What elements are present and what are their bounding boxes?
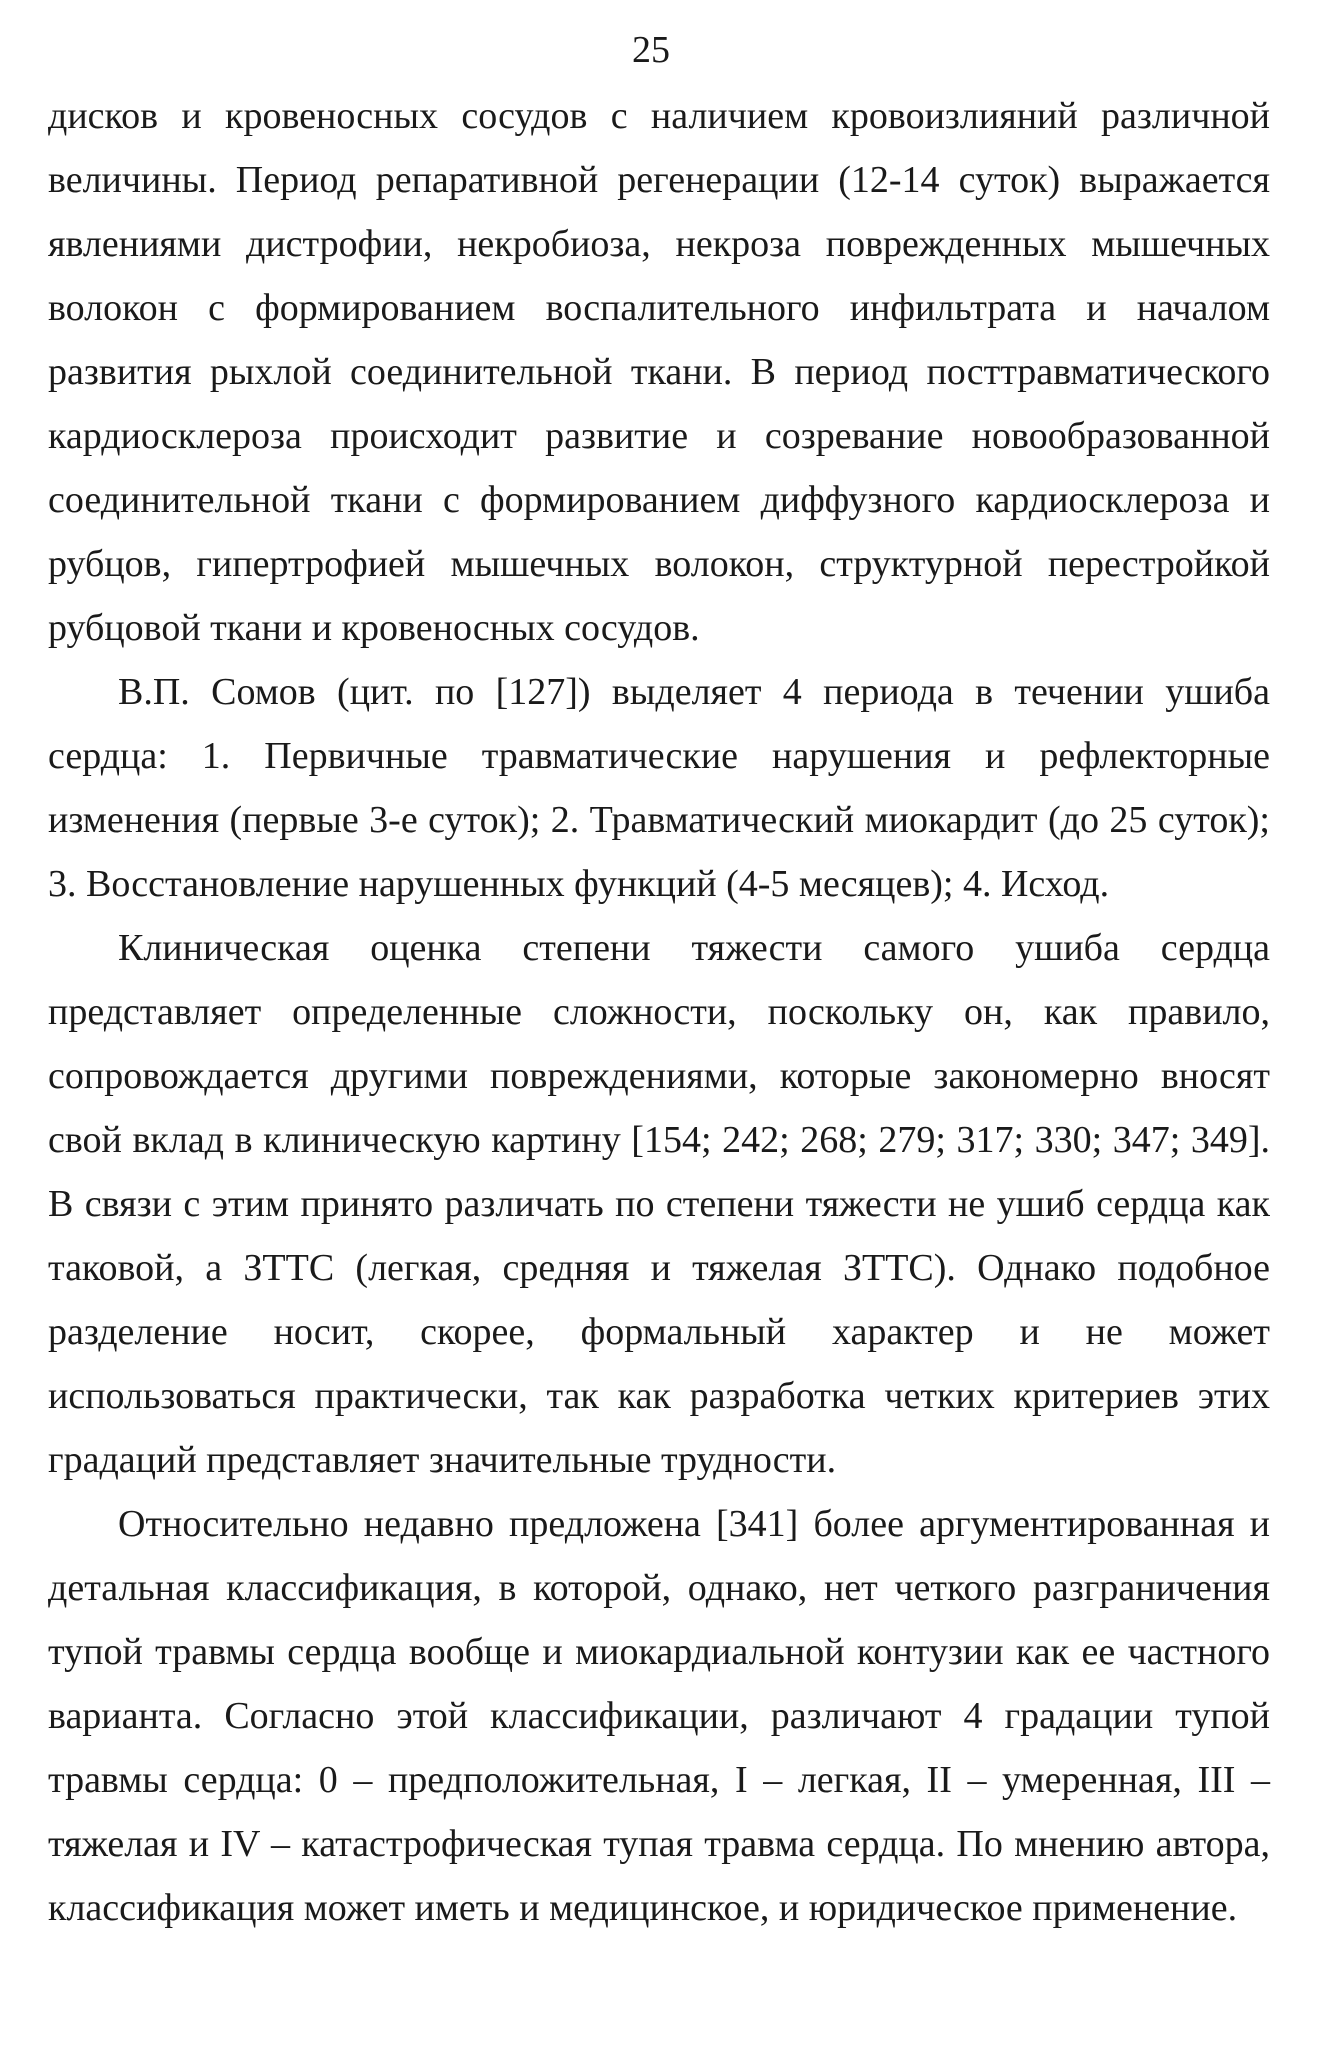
paragraph-somov-periods: В.П. Сомов (цит. по [127]) выделяет 4 периода в течении ушиба сердца: 1. Первичные травматические нарушения и рефлекторные изменения (первые 3-е суток); 2. Травматический миокардит (до 25 суток); 3. Восстановление нарушенных функций (4-5 месяцев); 4. Исход. xyxy=(48,671,1270,905)
page-number: 25 xyxy=(632,29,670,71)
paragraph-classification: Относительно недавно предложена [341] более аргументированная и детальная классификация, в которой, однако, нет четкого разграничения тупой травмы сердца вообще и миокардиальной контузии как ее частного варианта. Согласно этой классификации, различают 4 градации тупой травмы сердца: 0 – предположительная, I – легкая, II – умеренная, III – тяжелая и IV – катастрофическая тупая травма сердца. По мнению автора, классификация может иметь и медицинское, и юридическое применение. xyxy=(48,1503,1270,1929)
paragraph-continuation: дисков и кровеносных сосудов с наличием кровоизлияний различной величины. Период репаративной регенерации (12-14 суток) выражается явлениями дистрофии, некробиоза, некроза поврежденных мышечных волокон с формированием воспалительного инфильтрата и началом развития рыхлой соединительной ткани. В период посттравматического кардиосклероза происходит развитие и созревание новообразованной соединительной ткани с формированием диффузного кардиосклероза и рубцов, гипертрофией мышечных волокон, структурной перестройкой рубцовой ткани и кровеносных сосудов. xyxy=(48,95,1270,649)
paragraph-clinical-assessment: Клиническая оценка степени тяжести самого ушиба сердца представляет определенные сложности, поскольку он, как правило, сопровождается другими повреждениями, которые закономерно вносят свой вклад в клиническую картину [154; 242; 268; 279; 317; 330; 347; 349]. В связи с этим принято различать по степени тяжести не ушиб сердца как таковой, а ЗТТС (легкая, средняя и тяжелая ЗТТС). Однако подобное разделение носит, скорее, формальный характер и не может использоваться практически, так как разработка четких критериев этих градаций представляет значительные трудности. xyxy=(48,927,1270,1481)
body-text xyxy=(48,84,1270,1940)
